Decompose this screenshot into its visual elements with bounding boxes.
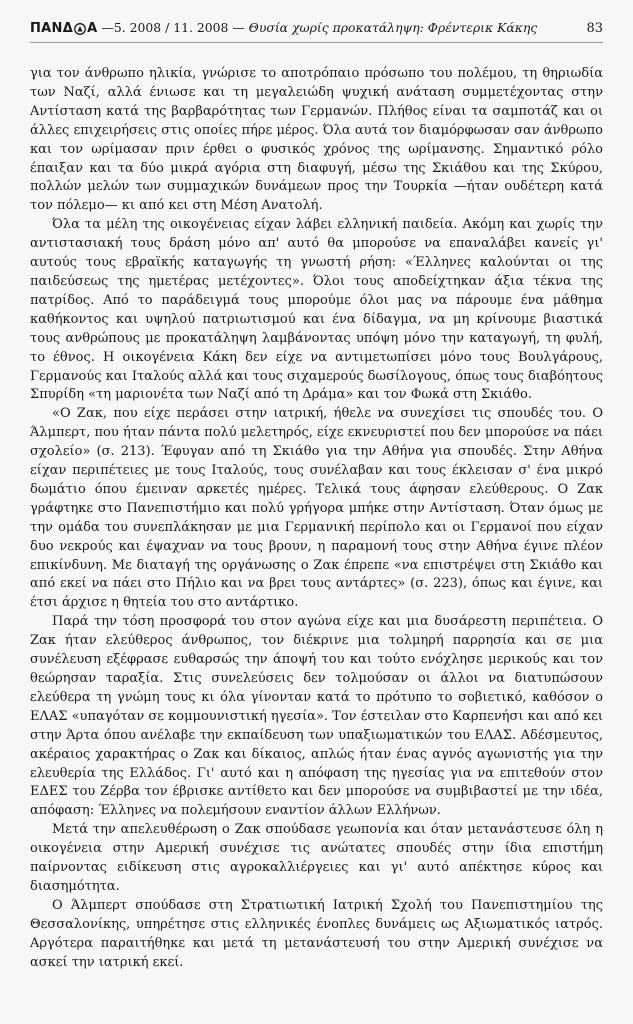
header-info <box>101 20 537 35</box>
paragraph: «Ο Ζακ, που είχε περάσει στην ιατρική, ήθελε να συνεχίσει τις σπουδές του. Ο Άλμπερτ, που ήταν πάντα πολύ μελετηρός, είχε εκνευριστεί που δεν μπορούσε να πάει σχολείο» (σ. 213). Έφυγαν από τη Σκιάθο για την Αθήνα για σπουδές. Στην Αθήνα είχαν περιπέτειες με τους Ιταλούς, τους συνέλαβαν και τους έκλεισαν σ' ένα μικρό δωμάτιο όπου έμειναν αρκετές ημέρες. Τελικά τους άφησαν ελεύθερους. Ο Ζακ γράφτηκε στο Πανεπιστήμιο και πολύ γρήγορα μπήκε στην Αντίσταση. Όταν όμως με την ομάδα του συνεπλάκησαν με μια Γερμανική περίπολο και οι Γερμανοί που είχαν δυο νεκρούς και έψαχναν να τους βρουν, η παραμονή τους στην Αθήνα έγινε πλέον επικίνδυνη. Με διαταγή της οργάνωσης ο Ζακ έπρεπε «να επιστρέψει στη Σκιάθο και από εκεί να πάει στο Πήλιο και να βρει τους αντάρτες» (σ. 223), όπως και έγινε, και έτσι άρχισε η θητεία του στο αντάρτικο. <box>30 406 603 611</box>
paragraph: Όλα τα μέλη της οικογένειας είχαν λάβει ελληνική παιδεία. Ακόμη και χωρίς την αντιστασιακή τους δράση μόνο απ' αυτό θα μπορούσε να επαναλάβει κανείς γι' αυτούς τους εβραϊκής καταγωγής τη γνωστή ρήση: «Έλληνες καλούνται οι της παιδεύσεως της ημετέρας μετέχοντες». Όλοι τους αποδείχτηκαν άξια τέκνα της πατρίδος. Από το παράδειγμά τους μπορούμε όλοι μας να πάρουμε ένα μάθημα καθήκοντος και υψηλού πατριωτισμού και ένα δίδαγμα, να μη κρίνουμε βιαστικά τους ανθρώπους με προκατάληψη λαμβάνοντας υπόψη μόνο την καταγωγή, τη φυλή, το έθνος. Η οικογένεια Κάκη δεν είχε να αντιμετωπίσει μόνο τους Βουλγάρους, Γερμανούς και Ιταλούς αλλά και τους σιχαμερούς δωσίλογους, όπως τους διαβόητους Σπυρίδη «τη μαριονέτα των Ναζί από τη Δράμα» και τον Φωκά στη Σκιάθο. <box>30 217 603 403</box>
page-number: 83 <box>586 21 603 36</box>
article-body <box>30 65 603 973</box>
running-header <box>30 20 603 43</box>
issue-dates: —5. 2008 / 11. 2008 — <box>101 20 245 35</box>
journal-brand <box>30 21 97 36</box>
paragraph: για τον άνθρωπο ηλικία, γνώρισε το αποτρόπαιο πρόσωπο του πολέμου, τη θηριωδία των Ναζί, αλλά ένιωσε και τη μεγαλειώδη ψυχική ανάταση συμμετέχοντας στην Αντίσταση κατά της βαρβαρότητας των Γερμανών. Πλήθος είναι τα σαμποτάζ και οι άλλες επιχειρήσεις στις οποίες πήρε μέρος. Όλα αυτά τον διαμόρφωσαν σαν άνθρωπο και τον ωρίμασαν πριν έρθει ο φυσικός χρόνος της ωρίμανσης. Σημαντικό ρόλο έπαιξαν και τα δύο μικρά αγόρια στη διαφυγή, μέσω της Σκιάθου και της Σκύρου, πολλών μελών των συμμαχικών δυνάμεων προς την Τουρκία —ήταν ουδέτερη κατά τον πόλεμο— κι από κει στη Μέση Ανατολή. <box>30 66 603 214</box>
paragraph: Παρά την τόση προσφορά του στον αγώνα είχε και μια δυσάρεστη περιπέτεια. Ο Ζακ ήταν ελεύθερος άνθρωπος, τον διέκρινε μια τολμηρή παρρησία και σε μια συνέλευση εξέφρασε ευθαρσώς την άποψή του και τούτο ενόχλησε μερικούς και τον θεώρησαν ταραξία. Στις συνελεύσεις δεν τολμούσαν οι άλλοι να διατυπώσουν ελεύθερα τη γνώμη τους κι όλα γίνονταν κατά το πρότυπο το σοβιετικό, καθόσον ο ΕΛΑΣ «υπαγόταν σε κομμουνιστική ηγεσία». Τον έστειλαν στο Καρπενήσι και από κει στην Άρτα όπου ανέλαβε την εκπαίδευση των υπαξιωματικών του ΕΛΑΣ. Αδέσμευτος, ακέραιος χαρακτήρας ο Ζακ και δίκαιος, απλώς ήταν ένας αγνός αγωνιστής για την ελευθερία της Ελλάδος. Γι' αυτό και η απόφαση της ηγεσίας για να επιτεθούν στον ΕΔΕΣ του Ζέρβα τον έβρισκε αντίθετο και δεν μπορούσε να συμβιβαστεί με την ιδέα, απόφαση: Έλληνες να πολεμήσουν εναντίον άλλων Ελλήνων. <box>30 614 603 819</box>
article-title: Θυσία χωρίς προκατάληψη: Φρέντερικ Κάκης <box>248 20 538 35</box>
paragraph: Μετά την απελευθέρωση ο Ζακ σπούδασε γεωπονία και όταν μετανάστευσε όλη η οικογένεια στην Αμερική συνέχισε τις ανώτατες σπουδές στην ίδια επιστήμη παίρνοντας ειδίκευση στις αγροκαλλιέργειες και γι' αυτό απέκτησε κύρος και διασημότητα. <box>30 822 603 894</box>
brand-text-left: ΠΑΝΔ <box>30 21 74 36</box>
paragraph: Ο Άλμπερτ σπούδασε στη Στρατιωτική Ιατρική Σχολή του Πανεπιστημίου της Θεσσαλονίκης, υπηρέτησε στις ελληνικές ένοπλες δυνάμεις ως Αξιωματικός ιατρός. Αργότερα παραιτήθηκε και μετά τη μετανάστευσή του στην Αμερική συνέχισε να ασκεί την ιατρική εκεί. <box>30 897 603 970</box>
globe-logo-icon <box>74 23 86 35</box>
brand-text-right: Α <box>87 21 98 36</box>
